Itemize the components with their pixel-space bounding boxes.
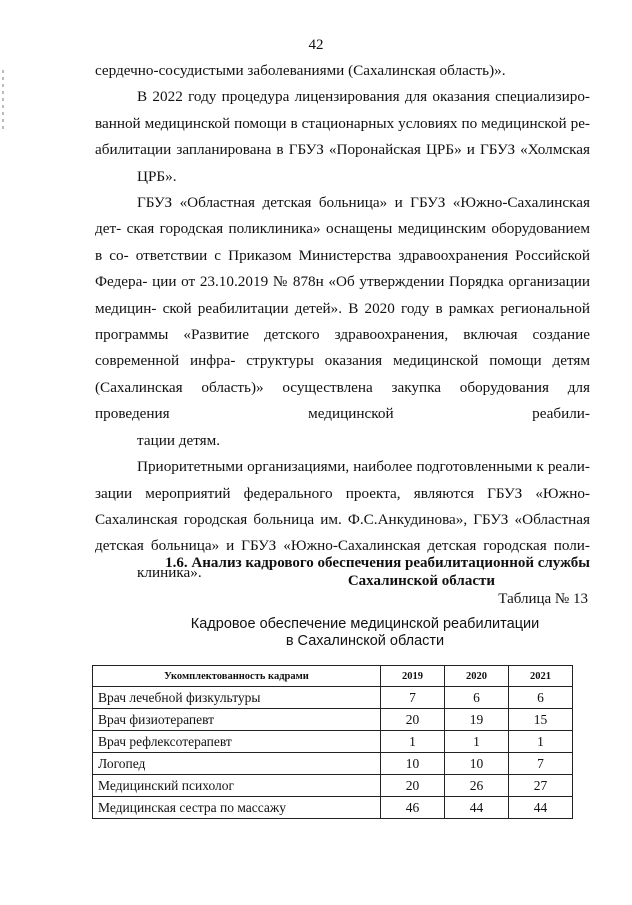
table-row: [93, 731, 573, 753]
value-cell: 26: [445, 775, 509, 797]
value-cell: 20: [381, 709, 445, 731]
text-line: структуры оказания медицинской помощи детям (Сахалинская область)»: [95, 352, 590, 396]
text-line: абилитации запланирована в ГБУЗ «Поронайская ЦРБ» и ГБУЗ «Холмская: [95, 141, 590, 159]
text-line: В 2022 году процедура лицензирования для оказания специализиро-: [137, 88, 590, 106]
text-line: ская городская поликлиника» оснащены медицинским оборудованием в со-: [95, 220, 590, 264]
value-cell: 6: [509, 687, 573, 709]
value-cell: 46: [381, 797, 445, 819]
paragraph: [95, 58, 590, 84]
value-cell: 6: [445, 687, 509, 709]
value-cell: 19: [445, 709, 509, 731]
text-line: детская больница» и ГБУЗ «Южно-Сахалинская детская городская поли-: [95, 537, 590, 555]
value-cell: 7: [509, 753, 573, 775]
text-line: клиника».: [137, 563, 202, 581]
text-line: Приоритетными организациями, наиболее подготовленными к реали-: [137, 458, 590, 476]
text-line: ской реабилитации детей». В 2020 году в рамках региональной программы: [95, 299, 590, 344]
table-row: [93, 753, 573, 775]
text-line: ции от 23.10.2019 № 878н «Об утверждении Порядка организации медицин-: [95, 273, 591, 317]
section-heading-line: 1.6. Анализ кадрового обеспечения реабилитационной службы: [165, 555, 590, 571]
value-cell: 10: [445, 753, 509, 775]
table-caption: [160, 616, 570, 650]
value-cell: 44: [445, 797, 509, 819]
position-cell: Медицинская сестра по массажу: [93, 797, 381, 819]
text-line: ЦРБ».: [137, 167, 177, 185]
position-cell: Врач рефлексотерапевт: [93, 731, 381, 753]
scan-edge-mark: [2, 70, 4, 130]
text-line: «Развитие детского здравоохранения, включая создание современной инфра-: [95, 326, 591, 370]
value-cell: 20: [381, 775, 445, 797]
value-cell: 44: [509, 797, 573, 819]
table-row: [93, 687, 573, 709]
paragraph: [95, 190, 590, 454]
column-header: 2020: [445, 666, 509, 687]
value-cell: 7: [381, 687, 445, 709]
text-line: ответствии с Приказом Министерства здравоохранения Российской Федера-: [95, 246, 590, 291]
table-number: Таблица № 13: [498, 591, 588, 607]
value-cell: 1: [381, 731, 445, 753]
text-line: осуществлена закупка оборудования для проведения медицинской реабили-: [95, 378, 590, 423]
position-cell: Врач физиотерапевт: [93, 709, 381, 731]
table-caption-line: в Сахалинской области: [285, 633, 445, 649]
staffing-table: [92, 665, 573, 819]
position-cell: Логопед: [93, 753, 381, 775]
table-row: [93, 797, 573, 819]
table-header-row: [93, 666, 573, 687]
value-cell: 10: [381, 753, 445, 775]
position-cell: Врач лечебной физкультуры: [93, 687, 381, 709]
position-cell: Медицинский психолог: [93, 775, 381, 797]
body-text: [95, 58, 590, 586]
table-row: [93, 775, 573, 797]
page-number: 42: [308, 37, 324, 53]
table-row: [93, 709, 573, 731]
text-line: зации мероприятий федерального проекта, являются ГБУЗ «Южно-: [95, 484, 590, 502]
section-heading: [95, 554, 590, 590]
value-cell: 27: [509, 775, 573, 797]
text-line: сердечно-сосудистыми заболеваниями (Сахалинская область)».: [95, 62, 506, 79]
value-cell: 1: [445, 731, 509, 753]
value-cell: 15: [509, 709, 573, 731]
text-line: Сахалинская городская больница им. Ф.С.Анкудинова», ГБУЗ «Областная: [95, 510, 590, 528]
column-header: 2019: [381, 666, 445, 687]
section-heading-line: Сахалинской области: [347, 573, 495, 589]
value-cell: 1: [509, 731, 573, 753]
text-line: тации детям.: [137, 431, 221, 449]
text-line: ГБУЗ «Областная детская больница» и ГБУЗ «Южно-Сахалинская дет-: [95, 194, 590, 238]
column-header: 2021: [509, 666, 573, 687]
paragraph: [95, 84, 590, 190]
table-caption-line: Кадровое обеспечение медицинской реабилитации: [190, 616, 540, 632]
column-header: Укомплектованность кадрами: [93, 666, 381, 687]
text-line: ванной медицинской помощи в стационарных условиях по медицинской ре-: [95, 114, 590, 132]
